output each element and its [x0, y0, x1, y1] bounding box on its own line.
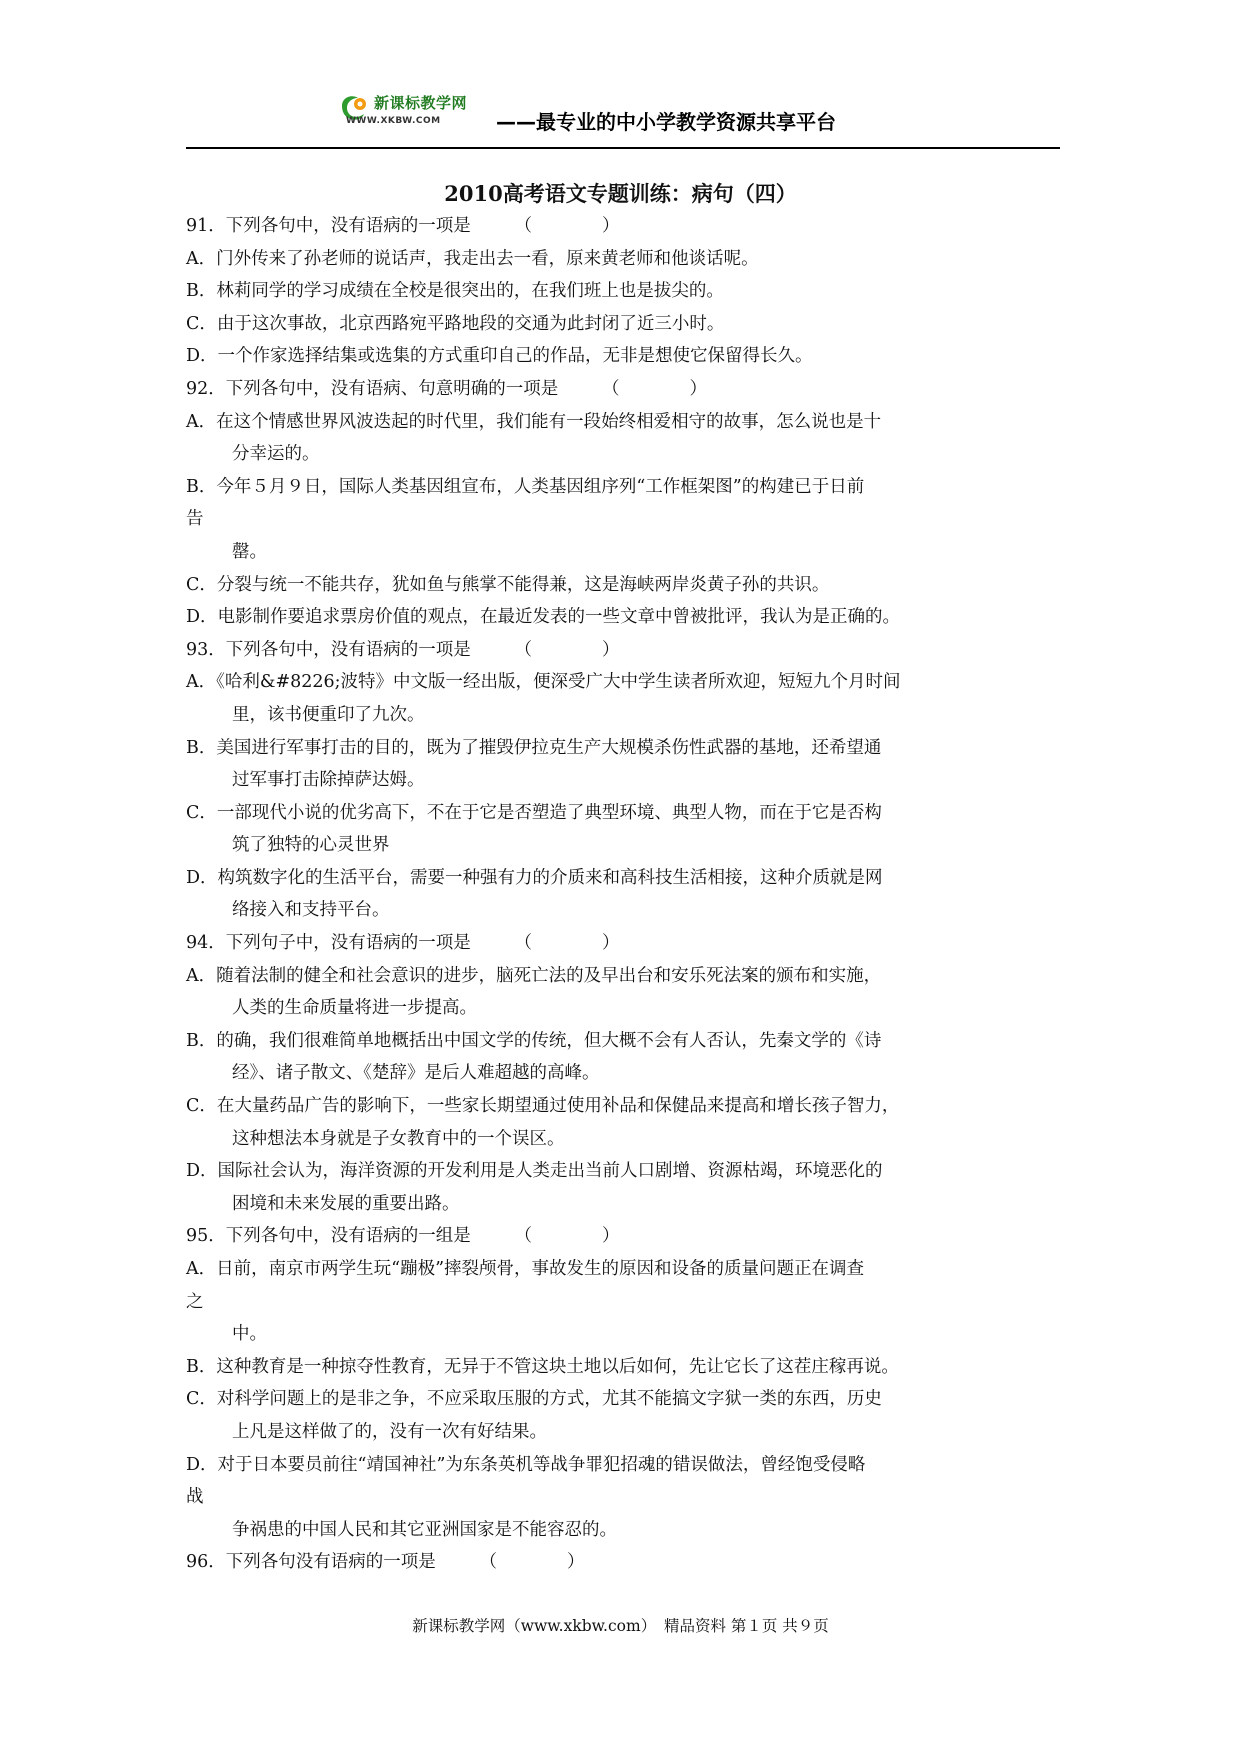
- text-line-continuation: 过军事打击除掉萨达姆。: [232, 770, 425, 791]
- text-line: D．一个作家选择结集或选集的方式重印自己的作品，无非是想使它保留得长久。: [186, 346, 813, 367]
- logo-url: WWW.XKBW.COM: [346, 116, 441, 126]
- text-line: A．随着法制的健全和社会意识的进步，脑死亡法的及早出台和安乐死法案的颁布和实施，: [186, 965, 882, 986]
- text-line: A．《哈利&#8226;波特》中文版一经出版，便深受广大中学生读者所欢迎，短短九个月时间: [186, 672, 901, 693]
- text-line: 93．下列各句中，没有语病的一项是 （ ）: [186, 639, 620, 660]
- text-line: 之: [186, 1291, 204, 1312]
- text-line: C．对科学问题上的是非之争，不应采取压服的方式，尤其不能搞文字狱一类的东西，历史: [186, 1389, 882, 1410]
- text-line-continuation: 里，该书便重印了九次。: [232, 704, 425, 725]
- text-line: 94．下列句子中，没有语病的一项是 （ ）: [186, 933, 620, 954]
- text-line: B．美国进行军事打击的目的，既为了摧毁伊拉克生产大规模杀伤性武器的基地，还希望通: [186, 737, 882, 758]
- text-line-continuation: 分幸运的。: [232, 444, 320, 465]
- text-line-continuation: 困境和未来发展的重要出路。: [232, 1193, 460, 1214]
- text-line-continuation: 人类的生命质量将进一步提高。: [232, 998, 477, 1019]
- text-line: B．今年５月９日，国际人类基因组宣布，人类基因组序列“工作框架图”的构建已于日前: [186, 476, 865, 497]
- page-header: [186, 92, 1060, 150]
- text-line: D．构筑数字化的生活平台，需要一种强有力的介质来和高科技生活相接，这种介质就是网: [186, 867, 883, 888]
- text-line: C．由于这次事故，北京西路宛平路地段的交通为此封闭了近三小时。: [186, 313, 725, 334]
- text-line: B．这种教育是一种掠夺性教育，无异于不管这块土地以后如何，先让它长了这茬庄稼再说。: [186, 1356, 899, 1377]
- text-line: C．在大量药品广告的影响下，一些家长期望通过使用补品和保健品来提高和增长孩子智力，: [186, 1096, 900, 1117]
- text-line: B．的确，我们很难简单地概括出中国文学的传统，但大概不会有人否认，先秦文学的《诗: [186, 1030, 882, 1051]
- text-line: A．门外传来了孙老师的说话声，我走出去一看，原来黄老师和他谈话呢。: [186, 248, 759, 269]
- text-line: 96．下列各句没有语病的一项是 （ ）: [186, 1552, 585, 1573]
- text-line-continuation: 这种想法本身就是子女教育中的一个误区。: [232, 1128, 565, 1149]
- text-line: C．一部现代小说的优劣高下，不在于它是否塑造了典型环境、典型人物，而在于它是否构: [186, 802, 882, 823]
- text-line-continuation: 络接入和支持平台。: [232, 900, 390, 921]
- page-footer: 新课标教学网（www.xkbw.com） 精品资料 第１页 共９页: [412, 1617, 829, 1635]
- document-title: 2010高考语文专题训练：病句（四）: [444, 181, 797, 206]
- text-line: 战: [186, 1487, 204, 1508]
- text-line: C．分裂与统一不能共存，犹如鱼与熊掌不能得兼，这是海峡两岸炎黄子孙的共识。: [186, 574, 830, 595]
- site-logo: [338, 92, 490, 132]
- logo-text: 新课标教学网: [374, 94, 468, 112]
- text-line-continuation: 中。: [232, 1324, 267, 1345]
- text-line-continuation: 争祸患的中国人民和其它亚洲国家是不能容忍的。: [232, 1519, 617, 1540]
- question-list: [186, 210, 1066, 1579]
- text-line: D．电影制作要追求票房价值的观点，在最近发表的一些文章中曾被批评，我认为是正确的。: [186, 607, 901, 628]
- text-line: A．在这个情感世界风波迭起的时代里，我们能有一段始终相爱相守的故事，怎么说也是十: [186, 411, 882, 432]
- header-divider: [186, 147, 1060, 149]
- text-line-continuation: 上凡是这样做了的，没有一次有好结果。: [232, 1421, 547, 1442]
- text-line: A．日前，南京市两学生玩“蹦极”摔裂颅骨，事故发生的原因和设备的质量问题正在调查: [186, 1259, 865, 1279]
- text-line-continuation: 罄。: [232, 541, 267, 562]
- text-line: 92．下列各句中，没有语病、句意明确的一项是 （ ）: [186, 378, 708, 399]
- text-line: D．对于日本要员前往“靖国神社”为东条英机等战争罪犯招魂的错误做法，曾经饱受侵略: [186, 1454, 866, 1475]
- text-line-continuation: 经》、诸子散文、《楚辞》是后人难超越的高峰。: [232, 1063, 600, 1084]
- text-line: 告: [186, 509, 204, 530]
- text-line-continuation: 筑了独特的心灵世界: [232, 835, 390, 856]
- text-line: D．国际社会认为，海洋资源的开发利用是人类走出当前人口剧增、资源枯竭，环境恶化的: [186, 1161, 883, 1182]
- text-line: 95．下列各句中，没有语病的一组是 （ ）: [186, 1226, 620, 1247]
- text-line: 91．下列各句中，没有语病的一项是 （ ）: [186, 216, 620, 236]
- text-line: B．林莉同学的学习成绩在全校是很突出的，在我们班上也是拔尖的。: [186, 281, 724, 302]
- header-slogan: ——最专业的中小学教学资源共享平台: [496, 110, 836, 134]
